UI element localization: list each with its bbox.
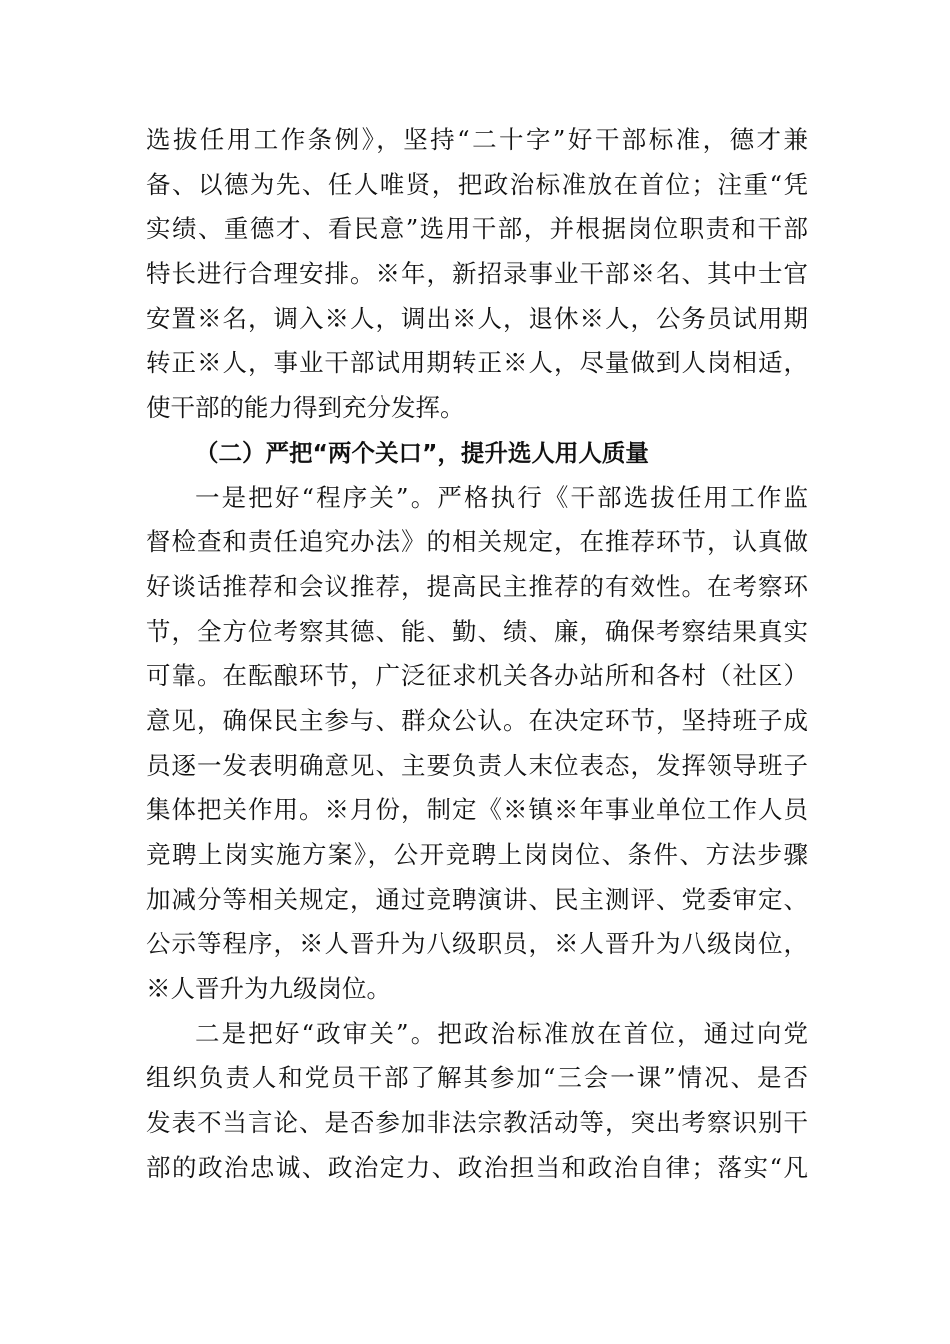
paragraph-line: 二是把好“政审关”。把政治标准放在首位，通过向党 [195, 1018, 808, 1048]
paragraph-line: 加减分等相关规定，通过竞聘演讲、民主测评、党委审定、 [146, 884, 808, 914]
paragraph-line: 使干部的能力得到充分发挥。 [146, 393, 465, 423]
section-heading: （二）严把“两个关口”，提升选人用人质量 [195, 438, 649, 467]
paragraph-line: 集体把关作用。※月份，制定《※镇※年事业单位工作人员 [146, 795, 808, 825]
paragraph-line: 组织负责人和党员干部了解其参加“三会一课”情况、是否 [146, 1063, 808, 1093]
paragraph-line: 可靠。在酝酿环节，广泛征求机关各办站所和各村（社区） [146, 661, 808, 691]
paragraph-line: 部的政治忠诚、政治定力、政治担当和政治自律；落实“凡 [146, 1152, 808, 1182]
paragraph-line: 竞聘上岗实施方案》，公开竞聘上岗岗位、条件、方法步骤 [146, 840, 808, 869]
body-text [146, 118, 808, 1191]
paragraph-line: ※人晋升为九级岗位。 [146, 974, 391, 1004]
paragraph-line: 选拔任用工作条例》，坚持“二十字”好干部标准，德才兼 [146, 125, 808, 154]
paragraph-line: 意见，确保民主参与、群众公认。在决定环节，坚持班子成 [146, 705, 808, 735]
paragraph-line: 发表不当言论、是否参加非法宗教活动等，突出考察识别干 [146, 1108, 808, 1138]
paragraph-line: 备、以德为先、任人唯贤，把政治标准放在首位；注重“凭 [146, 169, 808, 199]
paragraph-line: 特长进行合理安排。※年，新招录事业干部※名、其中士官 [146, 259, 808, 289]
paragraph-line: 安置※名，调入※人，调出※人，退休※人，公务员试用期 [146, 303, 808, 333]
paragraph-line: 转正※人，事业干部试用期转正※人，尽量做到人岗相适， [146, 348, 808, 378]
paragraph-line: 一是把好“程序关”。严格执行《干部选拔任用工作监 [195, 482, 808, 512]
paragraph-line: 好谈话推荐和会议推荐，提高民主推荐的有效性。在考察环 [146, 571, 808, 601]
paragraph-line: 节，全方位考察其德、能、勤、绩、廉，确保考察结果真实 [146, 616, 808, 646]
paragraph-line: 督检查和责任追究办法》的相关规定，在推荐环节，认真做 [146, 527, 808, 557]
paragraph-line: 公示等程序，※人晋升为八级职员，※人晋升为八级岗位， [146, 929, 808, 959]
paragraph-line: 实绩、重德才、看民意”选用干部，并根据岗位职责和干部 [146, 214, 808, 244]
paragraph-line: 员逐一发表明确意见、主要负责人末位表态，发挥领导班子 [146, 750, 808, 780]
